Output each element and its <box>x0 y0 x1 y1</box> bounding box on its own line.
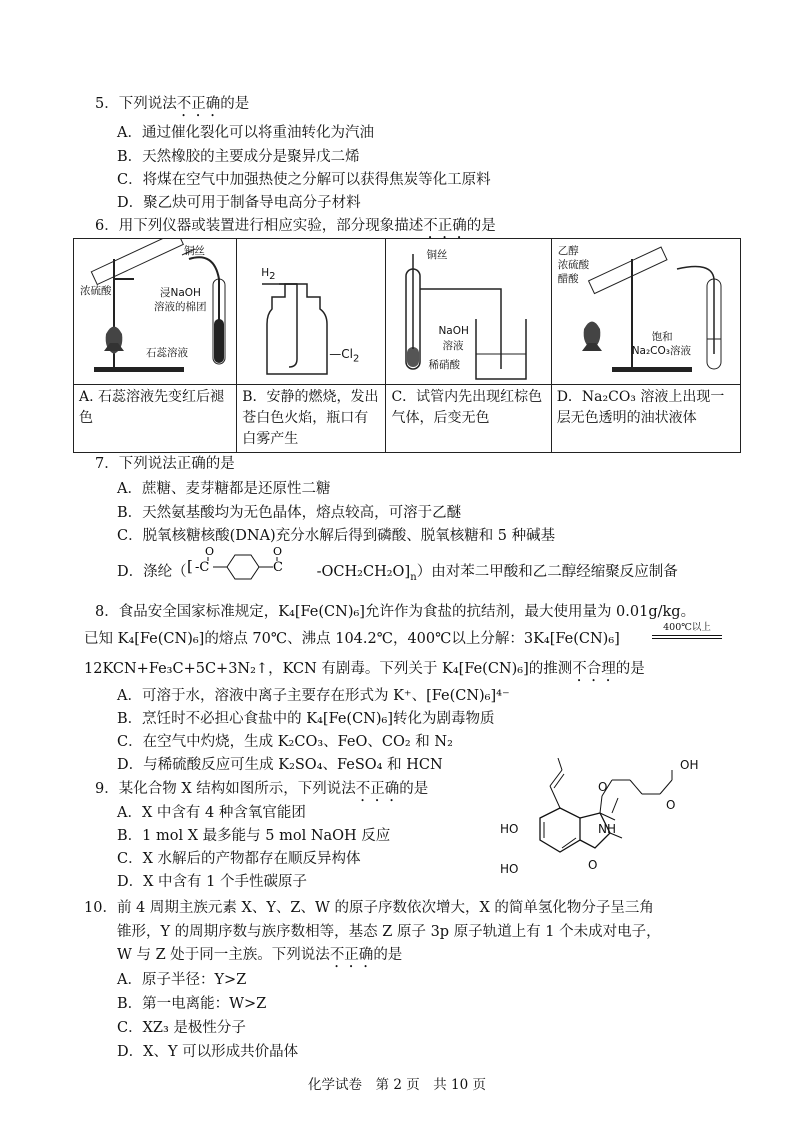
q7-stem: 7．下列说法正确的是 <box>95 456 235 472</box>
q8-line2: 已知 K₄[Fe(CN)₆]的熔点 70℃、沸点 104.2℃，400℃以上分解：3K₄[Fe(CN)₆] <box>84 631 620 647</box>
conc-acid-label-a: 浓硫酸 <box>80 285 112 297</box>
mol-ho-1: HO <box>500 822 519 836</box>
apparatus-b <box>237 239 386 385</box>
mol-o3: O <box>666 798 676 812</box>
q8-option-c: C．在空气中灼烧，生成 K₂CO₃、FeO、CO₂ 和 N₂ <box>117 734 453 750</box>
apparatus-c <box>386 239 551 385</box>
q8-line3: 12KCN+Fe₃C+5C+3N₂↑，KCN 有剧毒。下列关于 K₄[Fe(CN)₆]的推测不合理的是 <box>84 661 645 677</box>
q5-option-b: B．天然橡胶的主要成分是聚异戊二烯 <box>117 149 360 165</box>
svg-text:[: [ <box>186 557 193 575</box>
q8-option-a: A．可溶于水，溶液中离子主要存在形式为 K⁺、[Fe(CN)₆]⁴⁻ <box>117 688 510 704</box>
q9-option-d: D．X 中含有 1 个手性碳原子 <box>117 874 308 890</box>
cotton-label-1: 浸NaOH <box>160 287 201 299</box>
q5-option-d: D．聚乙炔可用于制备导电高分子材料 <box>117 195 361 211</box>
acetic-acid-label: 醋酸 <box>557 273 579 285</box>
page-footer: 化学试卷 第 2 页 共 10 页 <box>308 1077 486 1093</box>
q10-line1: 10．前 4 周期主族元素 X、Y、Z、W 的原子序数依次增大，X 的简单氢化物分子呈三角 <box>84 900 654 916</box>
terephthalate-unit <box>187 545 317 581</box>
mol-ho-2: HO <box>500 862 519 876</box>
saturated-label-2: Na₂CO₃溶液 <box>631 345 691 357</box>
h2-label: $H_2$ <box>261 267 276 283</box>
copper-wire-label-a: 铜丝 <box>184 245 205 257</box>
ethanol-label: 乙醇 <box>557 245 579 257</box>
copper-wire-label-c: 铜丝 <box>426 249 448 261</box>
q10-option-c: C．XZ₃ 是极性分子 <box>117 1020 246 1036</box>
naoh-label-1: NaOH <box>438 325 469 337</box>
caption-d: D．Na₂CO₃ 溶液上出现一层无色透明的油状液体 <box>551 385 740 453</box>
q10-option-d: D．X、Y 可以形成共价晶体 <box>117 1044 299 1060</box>
litmus-label: 石蕊溶液 <box>146 347 188 359</box>
cl2-label: $—Cl_2$ <box>329 347 360 365</box>
caption-a: A. 石蕊溶液先变红后褪色 <box>74 385 237 453</box>
svg-text:O: O <box>204 545 214 558</box>
q5-stem: 5．下列说法不正确的是 <box>95 96 250 112</box>
q7-option-b: B．天然氨基酸均为无色晶体，熔点较高，可溶于乙醚 <box>117 505 462 521</box>
saturated-label-1: 饱和 <box>651 331 673 343</box>
cotton-label-2: 溶液的棉团 <box>154 301 207 313</box>
q7-option-c: C．脱氧核糖核酸(DNA)充分水解后得到磷酸、脱氧核糖和 5 种碱基 <box>117 528 556 544</box>
q10-line2: 锥形，Y 的周期序数与族序数相等，基态 Z 原子 3p 原子轨道上有 1 个未成对电子， <box>117 924 661 940</box>
q9-option-c: C．X 水解后的产物都存在顺反异构体 <box>117 851 361 867</box>
apparatus-b-drawing <box>237 239 385 384</box>
apparatus-table <box>73 238 741 453</box>
q7-option-a: A．蔗糖、麦芽糖都是还原性二糖 <box>117 481 331 497</box>
naoh-label-2: 溶液 <box>442 340 464 352</box>
q7-option-d: D．涤纶（ [ -C O C O $-OCH_2CH_2O]_n$）由对苯二甲酸和乙二醇经缩聚反应制备 <box>117 545 678 583</box>
svg-text:O: O <box>272 545 282 558</box>
q9-option-a: A．X 中含有 4 种含氧官能团 <box>117 805 306 821</box>
q9-stem: 9．某化合物 X 结构如图所示，下列说法不正确的是 <box>95 781 429 797</box>
mol-o2: O <box>588 858 598 872</box>
q5-option-c: C．将煤在空气中加强热使之分解可以获得焦炭等化工原料 <box>117 172 491 188</box>
apparatus-c-drawing <box>386 239 550 384</box>
svg-text:C: C <box>272 560 283 575</box>
dilute-hno3-label: 稀硝酸 <box>428 359 460 371</box>
q10-option-a: A．原子半径：Y>Z <box>117 972 247 988</box>
mol-o1: O <box>598 780 608 794</box>
caption-b: B．安静的燃烧，发出苍白色火焰，瓶口有白雾产生 <box>237 385 386 453</box>
q8-line1: 8．食品安全国家标准规定，K₄[Fe(CN)₆]允许作为食盐的抗结剂，最大使用量为 0.01g/kg。 <box>95 604 696 620</box>
mol-nh: NH <box>598 822 616 836</box>
svg-text:-C: -C <box>194 560 209 575</box>
mol-oh: OH <box>680 758 699 772</box>
q5-option-a: A．通过催化裂化可以将重油转化为汽油 <box>117 125 374 141</box>
q8-option-d: D．与稀硫酸反应可生成 K₂SO₄、FeSO₄ 和 HCN <box>117 757 443 773</box>
q9-option-b: B．1 mol X 最多能与 5 mol NaOH 反应 <box>117 828 391 844</box>
q8-option-b: B．烹饪时不必担心食盐中的 K₄[Fe(CN)₆]转化为剧毒物质 <box>117 711 495 727</box>
q8-condition: 400℃以上 <box>652 622 722 639</box>
q6-stem: 6．用下列仪器或装置进行相应实验，部分现象描述不正确的是 <box>95 218 496 234</box>
q10-option-b: B．第一电离能：W>Z <box>117 996 267 1012</box>
apparatus-a <box>74 239 237 385</box>
apparatus-d <box>551 239 740 385</box>
conc-acid-label-d: 浓硫酸 <box>557 259 590 271</box>
q10-line3: W 与 Z 处于同一主族。下列说法不正确的是 <box>117 947 403 963</box>
caption-c: C．试管内先出现红棕色气体，后变无色 <box>386 385 551 453</box>
compound-x-structure <box>490 758 720 890</box>
